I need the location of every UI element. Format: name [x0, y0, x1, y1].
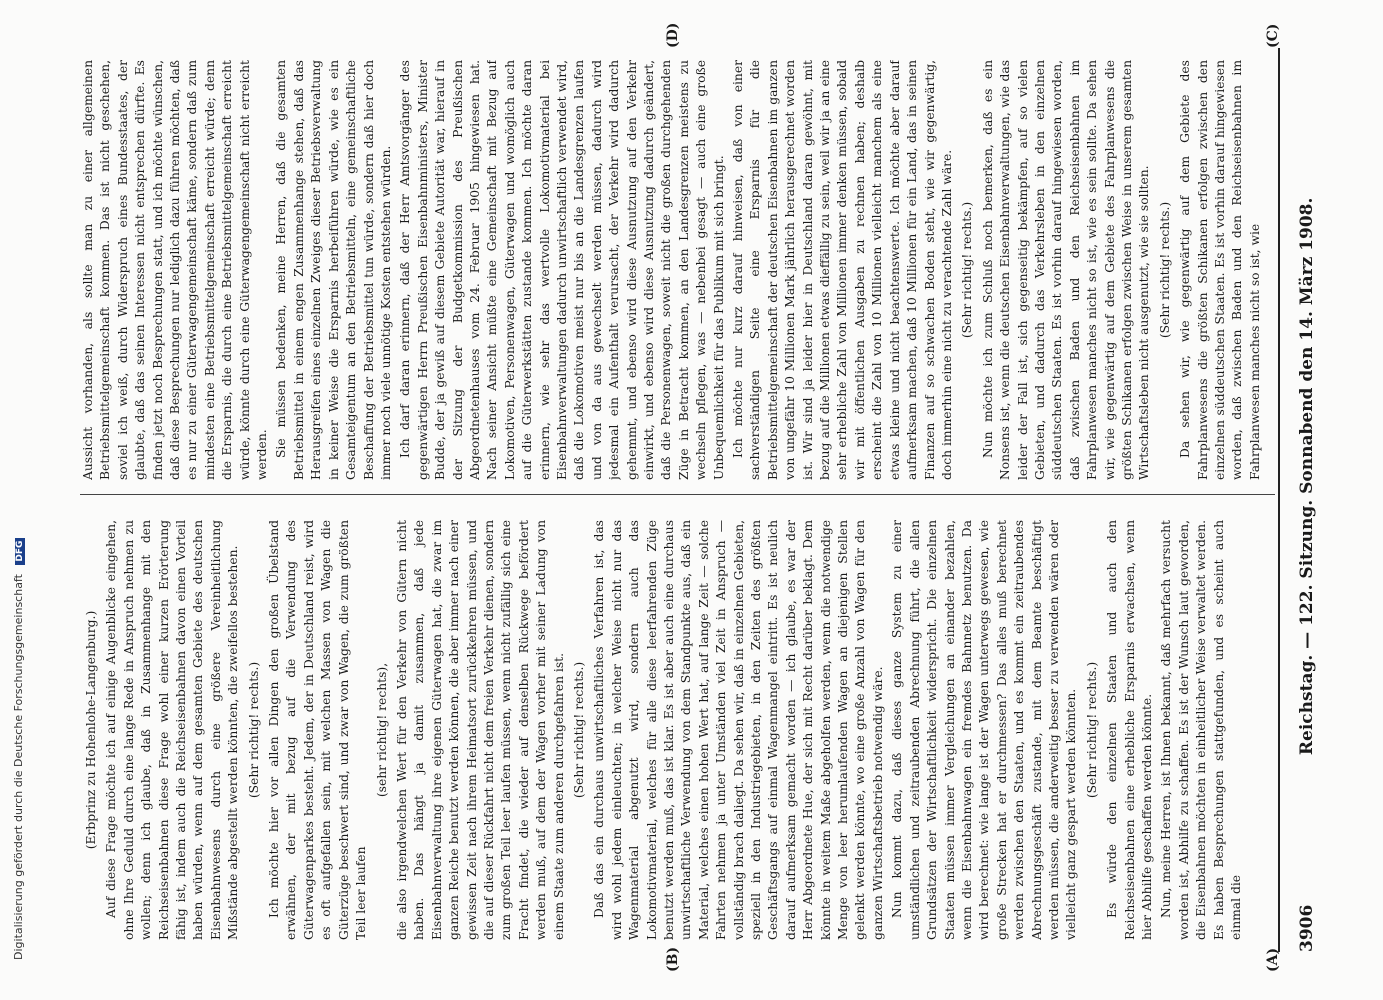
paragraph: Daß das ein durchaus unwirtschaftliches Verfahren ist, das wird wohl jedem einleuchten; in welcher Weise nicht nur das Wagenmaterial abgenutzt wird, sondern auch das Lokomotivmaterial, welches für alle diese leerfahrenden Züge benutzt werden muß, das ist klar. Es ist aber auch eine durchaus unwirtschaftliche Verwendung von dem Standpunkte aus, daß ein Material, welches einen hohen Wert hat, auf lange Zeit — solche Fahrten nehmen ja unter Umständen viel Zeit in Anspruch — vollständig brach daliegt. Da sehen wir, daß in einzelnen Gebieten, speziell in den Industriegebieten, in den Zeiten des größten Geschäftsgangs auf einmal Wagenmangel eintritt. Es ist neulich darauf aufmerksam gemacht worden — ich glaube, es war der Herr Abgeordnete Hue, der sich mit Recht darüber beklagt. Dem könnte in weitem Maße abgeholfen werden, wenn die notwendige Menge von leer herumlaufenden Wagen an diejenigen Stellen gelenkt werden könnte, wo eine große Anzahl von Wagen für den ganzen Wirtschaftsbetrieb notwendig wäre. — [592, 520, 885, 940]
interjection: (Sehr richtig! rechts.) — [960, 201, 975, 339]
digitization-credit — [12, 538, 25, 960]
credit-text: Digitalisierung gefördert durch die Deutsche Forschungsgemeinschaft — [12, 574, 25, 960]
right-column — [80, 60, 1270, 480]
page-title: Reichstag. — 122. Sitzung. Sonnabend den 14. März 1908. — [1297, 197, 1317, 756]
paragraph: Nun kommt dazu, daß dieses ganze System zu einer umständlichen und zeitraubenden Abrechnung führt, die allen Grundsätzen der Wirtschaftlichkeit widerspricht. Die einzelnen Staaten müssen immer Vergleichungen an einander bezahlen, wenn die Eisenbahnwagen ein fremdes Bahnnetz benutzen. Da wird berechnet: wie lange ist der Wagen unterwegs gewesen, wie große Strecken hat er durchmessen? Das alles muß berechnet werden zwischen den Staaten, und es kommt ein zeitraubendes Abrechnungsgeschäft zustande, mit dem Beamte beschäftigt werden müssen, die anderweitig besser zu verwenden wären oder vielleicht ganz gespart werden könnten. — [890, 520, 1079, 940]
paragraph: die also irgendwelchen Wert für den Verkehr von Gütern nicht haben. Das hängt ja damit zusammen, daß jede Eisenbahnverwaltung ihre eigenen Güterwagen hat, die zwar im ganzen Reiche benutzt werden können, die aber immer nach einer gewissen Zeit nach ihrem Heimatsort zurückkehren müssen, und die auf dieser Rückfahrt nicht dem freien Verkehr dienen, sondern zum großen Teil leer laufen müssen, wenn nicht zufällig sich eine Fracht findet, die wieder auf denselben Rückwege befördert werden muß, auf dem der Wagen vorher mit seiner Ladung von einem Staate zum anderen durchgefahren ist. — [394, 520, 566, 940]
interjection: (Sehr richtig! rechts.) — [246, 661, 261, 799]
paragraph: Da sehen wir, wie gegenwärtig auf dem Gebiete des Fahrplanwesens die größten Schikanen erfolgen zwischen den einzelnen süddeutschen Staaten. Es ist vorhin darauf hingewiesen worden, daß zwischen Baden und den Reichseisenbahnen im Fahrplanwesen manches nicht so ist, wie — [1178, 60, 1262, 480]
paragraph: Nun möchte ich zum Schluß noch bemerken, daß es ein Nonsens ist, wenn die deutschen Eisenbahnverwaltungen, wie das leider der Fall ist, sich gegenseitig bekämpfen, auf so vielen Gebieten, und dadurch das Verkehrsleben in den einzelnen süddeutschen Staaten. Es ist vorhin darauf hingewiesen worden, daß zwischen Baden und den Reichseisenbahnen im Fahrplanwesen manches nicht so ist, wie es sein sollte. Da sehen wir, wie gegenwärtig auf dem Gebiete des Fahrplanwesens die größten Schikanen erfolgen zwischen Weise in unserem gesamten Wirtschaftsleben nicht ausgenutzt, wie sie sollten. — [980, 60, 1152, 480]
paragraph: Ich möchte hier vor allen Dingen den großen Übelstand erwähnen, der mit bezug auf die Verwendung des Güterwagenparkes besteht. Jedem, der in Deutschland reist, wird es oft aufgefallen sein, mit welchen Massen von Wagen die Güterzüge beschwert sind, und zwar von Wagen, die zum größten Teil leer laufen — [267, 520, 369, 940]
interjection: (Erbprinz zu Hohenlohe-Langenburg.) — [84, 610, 98, 850]
interjection: (Sehr richtig! rechts.) — [1084, 661, 1099, 799]
page-header — [1287, 48, 1327, 952]
paragraph: Nun, meine Herren, ist Ihnen bekannt, daß mehrfach versucht worden ist, Abhilfe zu schaffen. Es ist der Wunsch laut geworden, die Eisenbahnen möchten in einheitlicher Weise verwaltet werden. Es haben Besprechungen stattgefunden, und es scheint auch einmal die — [1159, 520, 1243, 940]
paragraph: Ich möchte nur kurz darauf hinweisen, daß von einer sachverständigen Seite eine Ersparnis für die Betriebsmittelgemeinschaft der deutschen Eisenbahnen im ganzen von ungefähr 10 Millionen Mark jährlich herausgerechnet worden ist. Wir sind ja leider hier in Deutschland daran gewöhnt, mit bezug auf die Millionen etwas dieffällig zu sein, weil wir ja an eine sehr erhebliche Zahl von Millionen immer denken müssen, sobald wir mit öffentlichen Ausgaben zu rechnen haben; deshalb erscheint die Zahl von 10 Millionen vielleicht manchem als eine etwas kleine und nicht beachtenswerte. Ich möchte aber darauf aufmerksam machen, daß 10 Millionen für ein Land, das in seinen Finanzen auf so schwachen Boden steht, wie wir gegenwärtig, doch immerhin eine nicht zu verachtende Zahl wäre. — [731, 60, 954, 480]
interjection: (sehr richtig! rechts), — [374, 662, 389, 798]
interjection: (Sehr richtig! rechts.) — [1157, 201, 1172, 339]
column-divider — [80, 494, 1275, 495]
margin-marker-c: (C) — [1265, 23, 1281, 48]
margin-marker-a: (A) — [1265, 947, 1281, 972]
margin-marker-b: (B) — [665, 946, 681, 972]
page-number: 3906 — [1297, 904, 1317, 952]
interjection: (Sehr richtig! rechts.) — [571, 661, 586, 799]
margin-marker-d: (D) — [665, 22, 681, 48]
paragraph: Auf diese Frage möchte ich auf einige Augenblicke eingehen, ohne Ihre Geduld durch eine lange Rede in Anspruch nehmen zu wollen; denn ich glaube, daß in Zusammenhange mit den Reichseisenbahnen diese Frage wohl einer kurzen Erörterung fähig ist, indem auch die Reichseisenbahnen davon einen Vorteil haben würden, wenn auf dem gesamten Gebiete des deutschen Eisenbahnwesens durch eine größere Vereinheitlichung Mißstände abgestellt werden könnten, die zweifellos bestehen. — [104, 520, 241, 940]
header-rule — [1278, 48, 1280, 952]
left-column — [80, 520, 1270, 940]
paragraph: Sie müssen bedenken, meine Herren, daß die gesamten Betriebsmittel in einem engen Zusammenhange stehen, daß das Herausgreifen eines einzelnen Zweiges dieser Betriebsverwaltung in keiner Weise die Ersparnis herbeiführen würde, wie es ein Gesamteigentum an den Betriebsmitteln, eine gemeinschaftliche Beschaffung der Betriebsmittel tun würde, sondern daß hier doch immer noch viele unnötige Kosten entstehen würden. — [274, 60, 393, 480]
paragraph: Aussicht vorhanden, als sollte man zu einer allgemeinen Betriebsmittelgemeinschaft kommen. Das ist nicht geschehen, soviel ich weiß, durch Widerspruch eines Bundesstaates, der glaubte, daß das seinen Interessen nicht entsprechen dürfte. Es finden jetzt noch Besprechungen statt, und ich möchte wünschen, daß diese Besprechungen nur lediglich dazu führen möchten, daß es nur zu einer Güterwagengemeinschaft käme, sondern daß zum mindesten eine Betriebsmittelgemeinschaft erreicht würde; denn die Ersparnis, die durch eine Betriebsmittelgemeinschaft erreicht würde, könnte durch eine Güterwagengemeinschaft nicht erreicht werden. — [81, 60, 270, 480]
paragraph: Ich darf daran erinnern, daß der Herr Amtsvorgänger des gegenwärtigen Herrn Preußischen Eisenbahnministers, Minister Budde, der ja gewiß auf diesem Gebiete Autorität war, hierauf in der Sitzung der Budgetkommission des Preußischen Abgeordnetenhauses vom 24. Februar 1905 hingewiesen hat. Nach seiner Ansicht müßte eine Gemeinschaft mit Bezug auf Lokomotiven, Personenwagen, Güterwagen und womöglich auch auf die Güterwerkstätten zustande kommen. Ich möchte daran erinnern, wie sehr das wertvolle Lokomotivmaterial bei Eisenbahnverwaltungen dadurch unwirtschaftlich verwendet wird, daß die Lokomotiven meist nur bis an die Landesgrenzen laufen und von da aus gewechselt werden müssen, dadurch wird jedesmal ein Aufenthalt verursacht, der Verkehr wird dadurch gehemmt, und ebenso wird diese Ausnutzung auf den Verkehr einwirkt, und ebenso wird diese Ausnutzung dadurch geändert, daß die Personenwagen, soweit nicht die großen durchgehenden Züge in Betracht kommen, an den Landesgrenzen meistens zu wechseln pflegen, was — nebenbei gesagt — auch eine große Unbequemlichkeit für das Publikum mit sich bringt. — [398, 60, 726, 480]
paragraph: Es würde den einzelnen Staaten und auch den Reichseisenbahnen eine erhebliche Ersparnis erwachsen, wenn hier Abhilfe geschaffen werden könnte. — [1105, 520, 1154, 940]
dfg-logo: DFG — [15, 538, 25, 565]
